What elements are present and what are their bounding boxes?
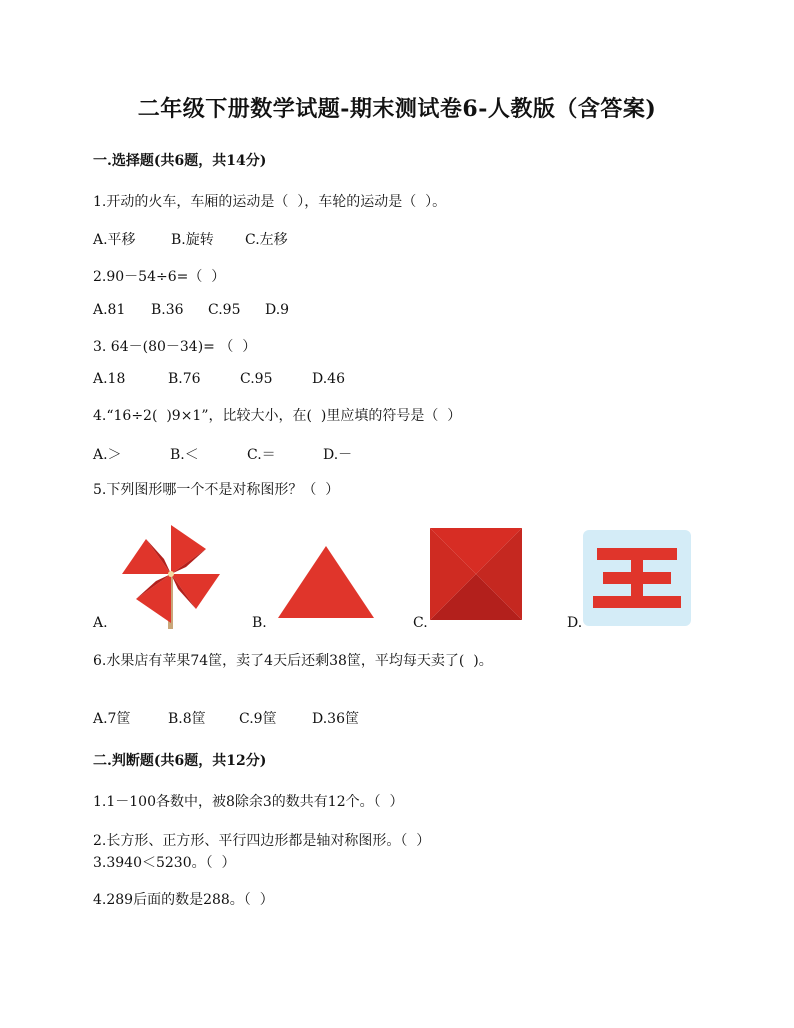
judge-question-2: 2.长方形、正方形、平行四边形都是轴对称图形。（ ） [93, 833, 431, 849]
option-d: D.9 [265, 302, 290, 318]
option-d: D.－ [323, 447, 353, 463]
option-a: A.7筐 [93, 711, 131, 727]
square-figure [428, 526, 524, 626]
option-c: C.95 [208, 302, 241, 318]
option-c: C.左移 [245, 232, 288, 248]
question-4-text: 4.“16÷2( )9×1”，比较大小，在( )里应填的符号是（ ） [93, 408, 462, 424]
page-title: 二年级下册数学试题-期末测试卷6-人教版（含答案) [137, 96, 657, 122]
option-b: B.旋转 [171, 232, 214, 248]
question-2-text: 2.90－54÷6=（ ） [93, 269, 226, 285]
judge-question-1: 1.1－100各数中，被8除余3的数共有12个。（ ） [93, 794, 404, 810]
option-a: A.81 [93, 302, 126, 318]
option-a: A.18 [93, 371, 126, 387]
triangle-figure [276, 544, 376, 624]
figure-label-d: D. [567, 615, 583, 631]
option-c: C.95 [240, 371, 273, 387]
option-d: D.36筐 [312, 711, 359, 727]
pinwheel-figure [116, 519, 226, 633]
option-d: D.46 [312, 371, 345, 387]
question-3-text: 3. 64－(80－34)= （ ） [93, 339, 257, 355]
figure-label-c: C. [413, 615, 428, 631]
option-c: C.9筐 [239, 711, 277, 727]
character-wang-figure [583, 530, 691, 630]
option-b: B.76 [168, 371, 201, 387]
judge-question-3: 3.3940＜5230。（ ） [93, 855, 236, 871]
question-6-text: 6.水果店有苹果74筐，卖了4天后还剩38筐，平均每天卖了( )。 [93, 653, 493, 669]
option-a: A.平移 [93, 232, 136, 248]
question-5-text: 5.下列图形哪一个不是对称图形？（ ） [93, 482, 340, 498]
section-heading-judge: 二.判断题(共6题，共12分) [93, 753, 267, 769]
figure-label-a: A. [93, 615, 108, 631]
question-1-text: 1.开动的火车，车厢的运动是（ ），车轮的运动是（ ）。 [93, 194, 447, 210]
figure-label-b: B. [252, 615, 267, 631]
option-c: C.＝ [247, 447, 276, 463]
judge-question-4: 4.289后面的数是288。（ ） [93, 892, 274, 908]
option-b: B.8筐 [168, 711, 206, 727]
option-b: B.＜ [170, 447, 199, 463]
section-heading-choice: 一.选择题(共6题，共14分) [93, 153, 267, 169]
option-b: B.36 [151, 302, 184, 318]
option-a: A.＞ [93, 447, 122, 463]
